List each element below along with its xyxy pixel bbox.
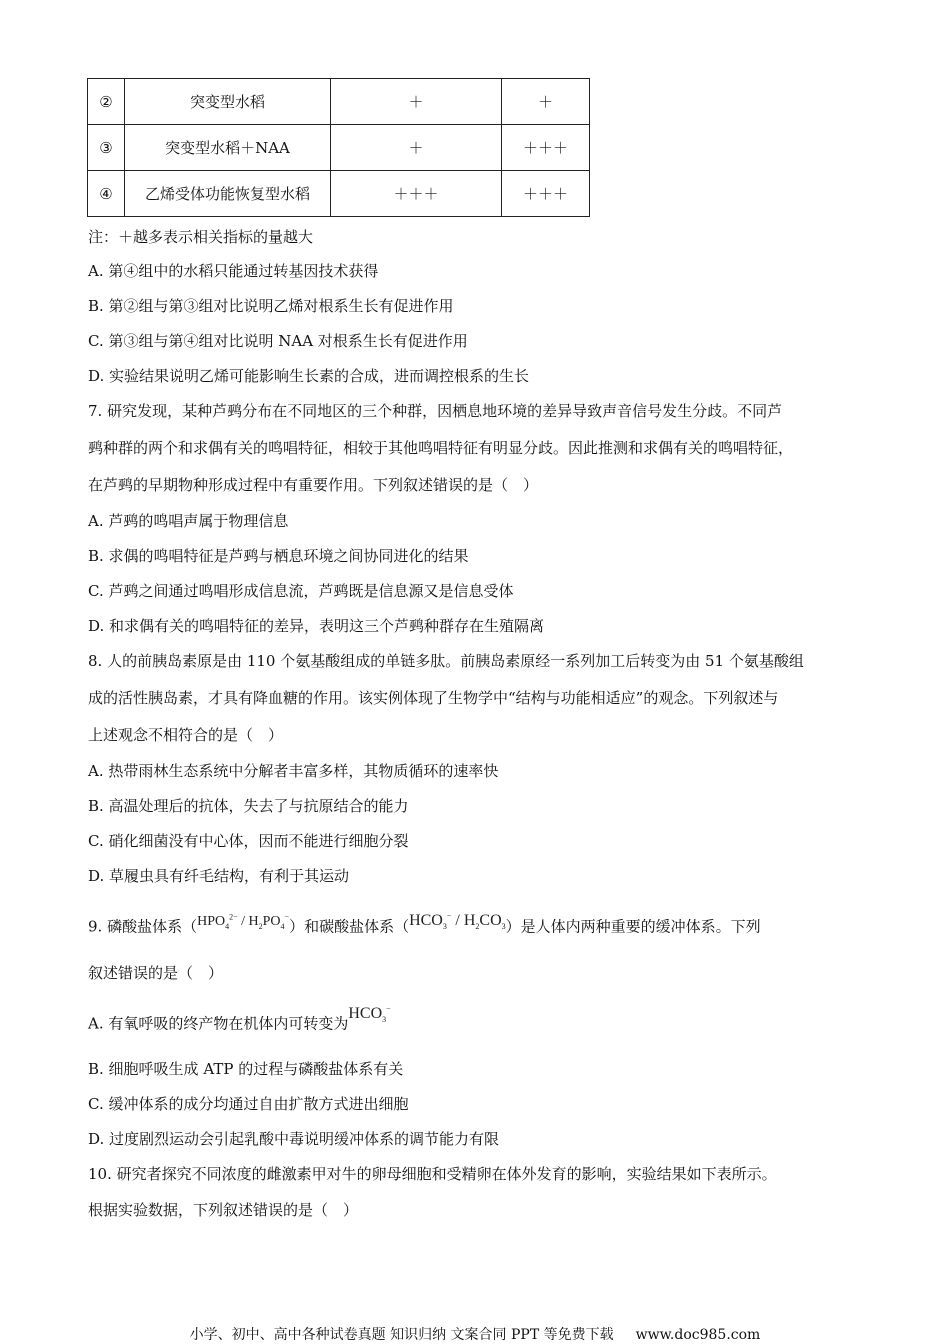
q8-option-a: A. 热带雨林生态系统中分解者丰富多样，其物质循环的速率快 bbox=[88, 762, 499, 780]
q6-option-c: C. 第③组与第④组对比说明 NAA 对根系生长有促进作用 bbox=[88, 332, 468, 350]
q8-stem-line3: 上述观念不相符合的是（ ） bbox=[88, 726, 284, 744]
q7-option-c: C. 芦鹀之间通过鸣唱形成信息流，芦鹀既是信息源又是信息受体 bbox=[88, 582, 514, 600]
q6-option-b: B. 第②组与第③组对比说明乙烯对根系生长有促进作用 bbox=[88, 297, 454, 315]
row-number: ② bbox=[88, 79, 125, 125]
formula-part: 3 bbox=[501, 922, 506, 932]
q6-option-d: D. 实验结果说明乙烯可能影响生长素的合成，进而调控根系的生长 bbox=[88, 367, 530, 385]
q9-option-c: C. 缓冲体系的成分均通过自由扩散方式进出细胞 bbox=[88, 1095, 409, 1113]
row-group: 突变型水稻 bbox=[125, 79, 331, 125]
q9-stem-line2: 叙述错误的是（ ） bbox=[88, 964, 224, 982]
row-number: ④ bbox=[88, 171, 125, 217]
row-value-2: ＋ bbox=[502, 79, 590, 125]
q9-option-d: D. 过度剧烈运动会引起乳酸中毒说明缓冲体系的调节能力有限 bbox=[88, 1130, 500, 1148]
formula-part: CO bbox=[479, 912, 502, 930]
row-value-2: ＋＋＋ bbox=[502, 125, 590, 171]
q10-stem-line1: 10. 研究者探究不同浓度的雌激素甲对牛的卵母细胞和受精卵在体外发育的影响，实验结果如下表所示。 bbox=[88, 1165, 777, 1183]
formula-part: HCO bbox=[348, 1005, 383, 1023]
table-row bbox=[88, 171, 590, 217]
table-row bbox=[88, 79, 590, 125]
q9-option-a-text: A. 有氧呼吸的终产物在机体内可转变为 bbox=[88, 1014, 349, 1033]
q8-stem-line2: 成的活性胰岛素，才具有降血糖的作用。该实例体现了生物学中“结构与功能相适应”的观念。下列叙述与 bbox=[88, 689, 779, 707]
row-value-1: ＋＋＋ bbox=[331, 171, 502, 217]
row-number: ③ bbox=[88, 125, 125, 171]
formula-part: 4 bbox=[280, 922, 285, 932]
formula-part: − bbox=[284, 912, 290, 922]
page-footer bbox=[0, 1324, 950, 1344]
formula-part: / bbox=[241, 914, 246, 930]
q6-option-a: A. 第④组中的水稻只能通过转基因技术获得 bbox=[88, 262, 379, 280]
q8-stem-line1: 8. 人的前胰岛素原是由 110 个氨基酸组成的单链多肽。前胰岛素原经一系列加工后转变为由 51 个氨基酸组 bbox=[88, 652, 804, 670]
bicarbonate-formula bbox=[348, 1005, 391, 1025]
q9-text: ）和碳酸盐体系（ bbox=[289, 917, 410, 936]
formula-part: − bbox=[446, 912, 452, 921]
q7-stem-line2: 鹀种群的两个和求偶有关的鸣唱特征，相较于其他鸣唱特征有明显分歧。因此推测和求偶有关的鸣唱特征， bbox=[88, 439, 794, 457]
q9-text: ）是人体内两种重要的缓冲体系。下列 bbox=[505, 917, 761, 936]
formula-part: 4 bbox=[225, 922, 230, 932]
q10-stem-line2: 根据实验数据，下列叙述错误的是（ ） bbox=[88, 1201, 359, 1219]
formula-part: H bbox=[248, 914, 259, 930]
formula-part: 2 bbox=[258, 922, 263, 932]
q8-option-d: D. 草履虫具有纤毛结构，有利于其运动 bbox=[88, 867, 350, 885]
carbonate-formula bbox=[409, 912, 506, 932]
row-group: 乙烯受体功能恢复型水稻 bbox=[125, 171, 331, 217]
q8-option-b: B. 高温处理后的抗体，失去了与抗原结合的能力 bbox=[88, 797, 409, 815]
q9-option-a bbox=[88, 1005, 391, 1041]
phosphate-formula bbox=[197, 912, 290, 932]
q7-option-d: D. 和求偶有关的鸣唱特征的差异，表明这三个芦鹀种群存在生殖隔离 bbox=[88, 617, 545, 635]
footer-link[interactable]: www.doc985.com bbox=[635, 1327, 761, 1343]
table-note: 注：＋越多表示相关指标的量越大 bbox=[88, 228, 314, 246]
q8-option-c: C. 硝化细菌没有中心体，因而不能进行细胞分裂 bbox=[88, 832, 409, 850]
formula-part: − bbox=[386, 1005, 391, 1014]
row-value-1: ＋ bbox=[331, 79, 502, 125]
footer-text: 小学、初中、高中各种试卷真题 知识归纳 文案合同 PPT 等免费下载 bbox=[189, 1327, 614, 1343]
results-table bbox=[87, 78, 590, 217]
formula-part: 3 bbox=[382, 1015, 387, 1025]
formula-part: HCO bbox=[409, 912, 443, 930]
table-row bbox=[88, 125, 590, 171]
formula-part: PO bbox=[262, 914, 281, 930]
q9-text: 9. 磷酸盐体系（ bbox=[88, 917, 198, 936]
row-value-2: ＋＋＋ bbox=[502, 171, 590, 217]
formula-part: H bbox=[463, 912, 476, 930]
q9-option-b: B. 细胞呼吸生成 ATP 的过程与磷酸盐体系有关 bbox=[88, 1060, 404, 1078]
formula-part: 3 bbox=[442, 922, 447, 932]
formula-part: HPO bbox=[197, 914, 226, 930]
q7-stem-line3: 在芦鹀的早期物种形成过程中有重要作用。下列叙述错误的是（ ） bbox=[88, 476, 539, 494]
formula-part: 2 bbox=[475, 922, 480, 932]
q9-stem-line1 bbox=[88, 913, 761, 944]
q7-stem-line1: 7. 研究发现，某种芦鹀分布在不同地区的三个种群，因栖息地环境的差异导致声音信号发生分歧。不同芦 bbox=[88, 402, 783, 420]
formula-part: / bbox=[455, 912, 460, 930]
row-value-1: ＋ bbox=[331, 125, 502, 171]
row-group: 突变型水稻＋NAA bbox=[125, 125, 331, 171]
q7-option-b: B. 求偶的鸣唱特征是芦鹀与栖息环境之间协同进化的结果 bbox=[88, 547, 469, 565]
formula-part: 2− bbox=[229, 912, 238, 922]
q7-option-a: A. 芦鹀的鸣唱声属于物理信息 bbox=[88, 512, 289, 530]
